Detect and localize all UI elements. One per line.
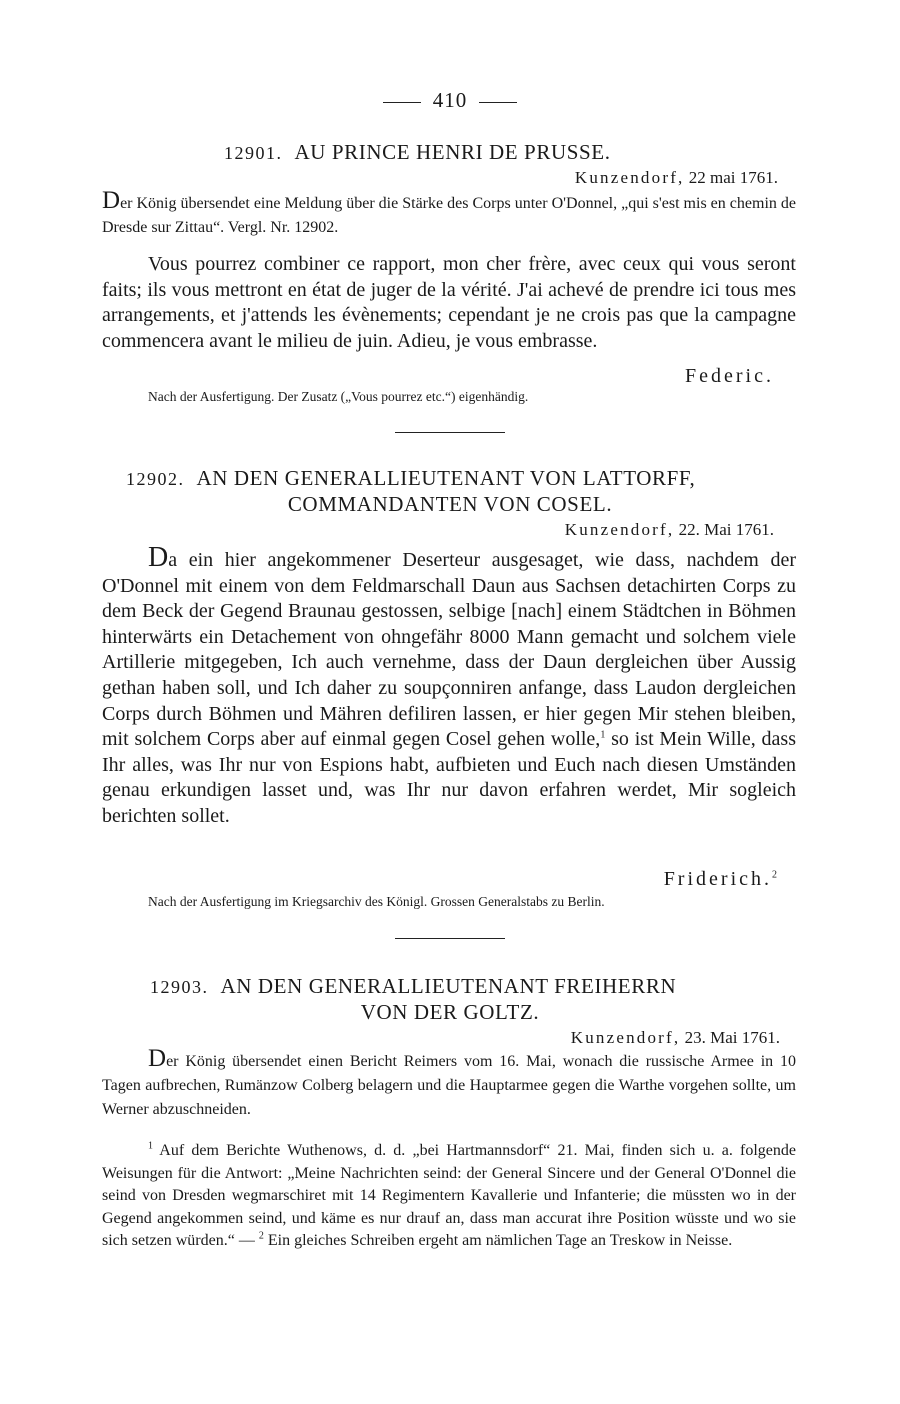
drop-initial: D (148, 542, 169, 573)
section-12901-signature: Federic. (685, 365, 774, 387)
header-dash-left (383, 102, 421, 103)
footnote-ref-1: 1 (600, 729, 606, 741)
section-12903-place-date (571, 1028, 780, 1048)
section-title: AN DEN GENERALLIEUTENANT FREIHERRN (220, 974, 677, 998)
section-12902-heading (126, 466, 695, 491)
section-12902-place-date (565, 520, 774, 540)
section-number: 12902. (126, 469, 185, 489)
letter-date: 22 mai 1761. (688, 168, 778, 187)
footnotes (102, 1140, 796, 1253)
section-12903-heading (150, 974, 676, 999)
section-12902-heading-line2: COMMANDANTEN VON COSEL. (287, 492, 613, 516)
letter-date: 22. Mai 1761. (678, 520, 774, 539)
section-12902-source-note: Nach der Ausfertigung im Kriegsarchiv des Königl. Grossen Generalstabs zu Berlin. (148, 894, 605, 909)
summary-text: er König übersendet eine Meldung über die Stärke des Corps unter O'Donnel, „qui s'est mis en chemin de Dresde sur Zittau“. Vergl. Nr. 12902. (102, 195, 796, 236)
section-divider (395, 432, 505, 433)
footnote-1-text: Auf dem Berichte Wuthenows, d. d. „bei Hartmannsdorf“ 21. Mai, finden sich u. a. folgende Weisungen für die Antwort: „Meine Nachrichten seind: der General Sincere und der General O'Donnel die seind von Dresden wegmarschiret mit 14 Regimentern Kavallerie und Infanterie; die müssten wo in der Gegend angekommen seind, und käme es nur drauf an, dass man accurat ihre Position wüsste und wo sie sich setzen würden.“ — (102, 1142, 796, 1249)
letter-date: 23. Mai 1761. (684, 1028, 780, 1047)
place-name: Kunzendorf, (570, 1028, 681, 1047)
place-name: Kunzendorf, (564, 520, 675, 539)
summary-text: er König übersendet einen Bericht Reimers vom 16. Mai, wonach die russische Armee in 10 Tagen aufbrechen, Rumänzow Colberg belagern und die Hauptarmee gegen die Warthe vorgehen sollte, um Werner abzuschneiden. (102, 1053, 796, 1118)
section-divider (395, 938, 505, 939)
signature-text: Friderich. (663, 868, 772, 890)
letter-text-part1: a ein hier angekommener Deserteur ausgesaget, wie dass, nachdem der O'Donnel mit einem von dem Feldmarschall Daun aus Sachsen detachirten Corps zu dem Beck der Gegend Braunau gestossen, selbige [nach] einem Städtchen in Böhmen hinterwärts ein Detachement von ohngefähr 8000 Mann gemacht und solchem viele Artillerie mitgegeben, Ich auch vernehme, dass der Daun dergleichen über Aussig gethan haben soll, und Ich daher zu soupçonniren anfange, dass Laudon dergleichen Corps durch Böhmen und Mähren defiliren lassen, er hier gegen Mir stehen bleiben, mit solchem Corps aber auf einmal gegen Cosel gehen wolle, (102, 549, 796, 751)
page-number: 410 (432, 88, 468, 112)
section-12901-source-note: Nach der Ausfertigung. Der Zusatz („Vous pourrez etc.“) eigenhändig. (148, 389, 529, 404)
section-12903-heading-line2: VON DER GOLTZ. (360, 1000, 540, 1024)
footnote-ref-2: 2 (772, 869, 780, 881)
section-12902-signature (664, 868, 780, 891)
section-12902-letter (102, 542, 796, 830)
drop-initial: D (102, 187, 121, 214)
place-name: Kunzendorf, (574, 168, 685, 187)
section-12901-heading (224, 140, 611, 165)
section-12901-place-date (575, 168, 778, 188)
footnote-mark-2: 2 (258, 1230, 264, 1242)
section-number: 12901. (224, 143, 283, 163)
section-title: AN DEN GENERALLIEUTENANT VON LATTORFF, (196, 466, 696, 490)
header-dash-right (479, 102, 517, 103)
page-header (0, 88, 900, 113)
section-number: 12903. (150, 977, 209, 997)
drop-initial: D (148, 1045, 167, 1072)
section-title: AU PRINCE HENRI DE PRUSSE. (294, 140, 611, 164)
section-12901-summary (102, 187, 796, 240)
footnote-mark-1: 1 (148, 1140, 153, 1152)
footnote-2-text: Ein gleiches Schreiben ergeht am nämlichen Tage an Treskow in Neisse. (267, 1232, 733, 1249)
section-12901-letter: Vous pourrez combiner ce rapport, mon cher frère, avec ceux qui vous seront faits; ils vous mettront en état de juger de la vérité. J'ai achevé de prendre ici tous mes arrangements, et j'attends les évènements; cependant je ne crois pas que la campagne commencera avant le milieu de juin. Adieu, je vous embrasse. (102, 253, 796, 352)
section-12903-summary (102, 1045, 796, 1122)
letter-text-part2: so ist Mein Wille, dass Ihr alles, was Ihr nur von Espions habt, aufbieten und Euch nach diesen Umständen genau erkundigen lasset und, was Ihr nur davon erfahren werdet, Mir sogleich berichten sollet. (102, 728, 796, 827)
